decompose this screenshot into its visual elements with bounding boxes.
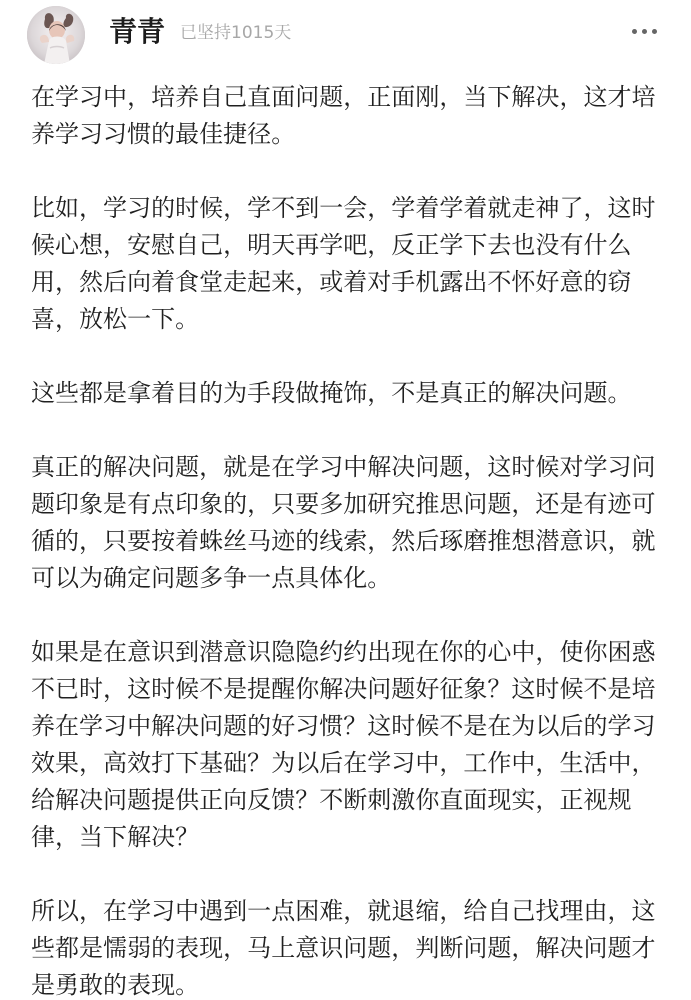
post-body [31, 79, 671, 1000]
more-options-icon [632, 29, 657, 34]
post-paragraph-2: 比如，学习的时候，学不到一会，学着学着就走神了，这时候心想，安慰自己，明天再学吧，反正学下去也没有什么用，然后向着食堂走起来，或着对手机露出不怀好意的窃喜，放松一下。 [31, 194, 656, 333]
post-paragraph-3: 这些都是拿着目的为手段做掩饰，不是真正的解决问题。 [31, 379, 632, 407]
username[interactable]: 青青 [109, 15, 166, 48]
more-dot-1 [632, 29, 637, 34]
avatar[interactable] [27, 6, 85, 64]
more-dot-2 [642, 29, 647, 34]
post-paragraph-4: 真正的解决问题，就是在学习中解决问题，这时候对学习问题印象是有点印象的，只要多加研究推思问题，还是有迹可循的，只要按着蛛丝马迹的线索，然后琢磨推想潜意识，就可以为确定问题多争一点具体化。 [31, 453, 656, 592]
avatar-photo-icon [27, 6, 85, 64]
more-dot-3 [652, 29, 657, 34]
post-header [0, 0, 691, 72]
post-paragraph-6: 所以，在学习中遇到一点困难，就退缩，给自己找理由，这些都是懦弱的表现，马上意识问题，判断问题，解决问题才是勇敢的表现。 [31, 897, 656, 999]
streak-days: 已坚持1015天 [180, 23, 292, 43]
post-paragraph-1: 在学习中，培养自己直面问题，正面刚，当下解决，这才培养学习习惯的最佳捷径。 [31, 83, 656, 148]
more-options-button[interactable] [627, 17, 661, 45]
post-paragraph-5: 如果是在意识到潜意识隐隐约约出现在你的心中，使你困惑不已时，这时候不是提醒你解决问题好征象？这时候不是培养在学习中解决问题的好习惯？这时候不是在为以后的学习效果，高效打下基础？为以后在学习中，工作中，生活中，给解决问题提供正向反馈？不断刺激你直面现实，正视规律，当下解决？ [31, 638, 656, 851]
